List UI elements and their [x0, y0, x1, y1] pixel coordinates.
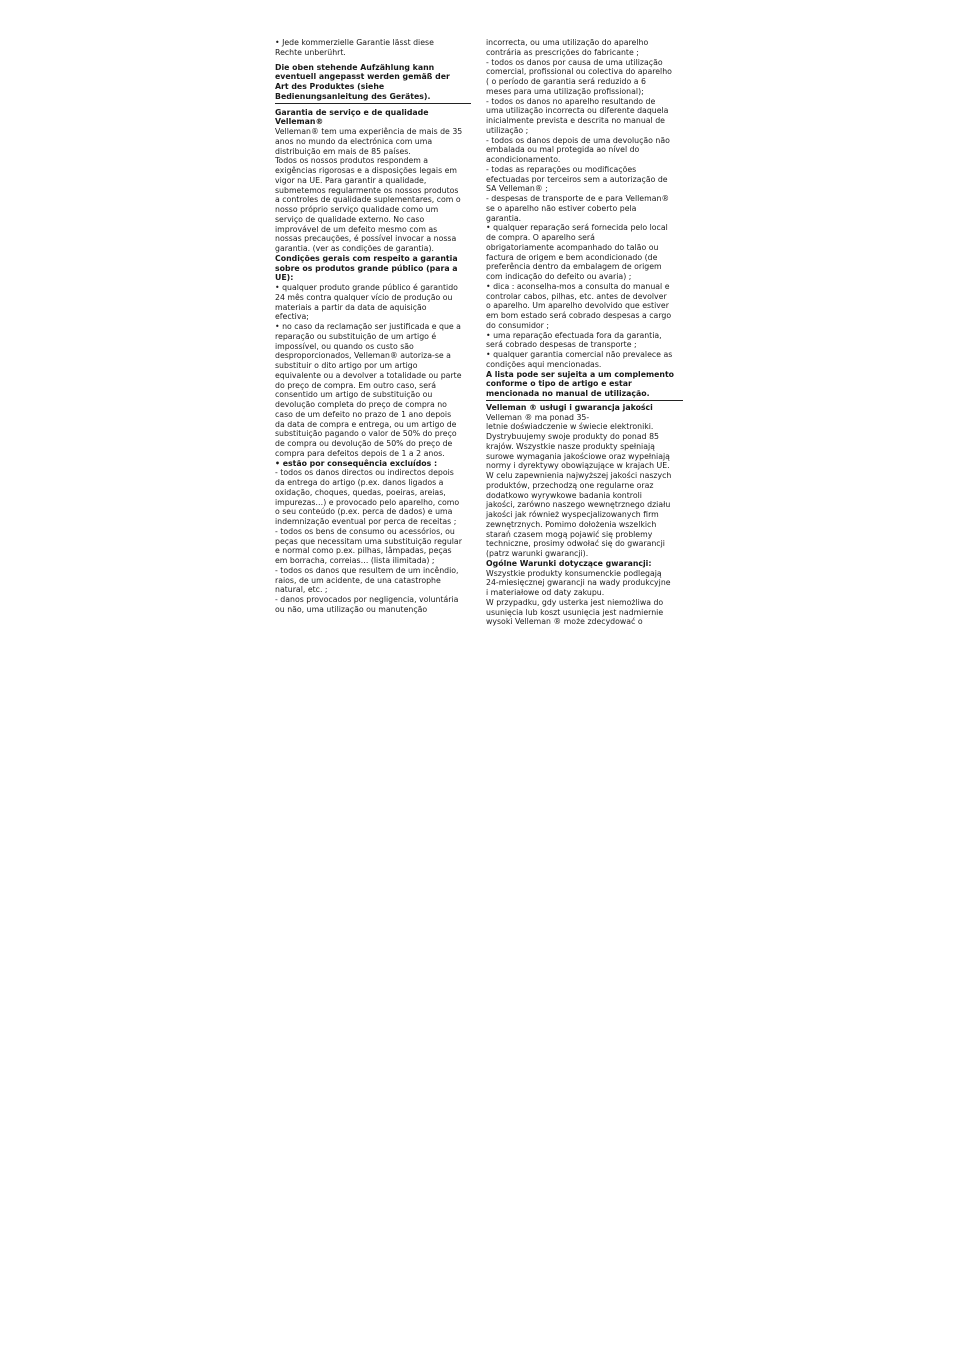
left-column: [275, 38, 471, 615]
de-warranty-bullet: • Jede kommerzielle Garantie lässt diese Rechte unberührt.: [275, 38, 434, 57]
pl-conditions-text: Wszystkie produkty konsumenckie podlegają 24-miesięcznej gwarancji na wady produkcyjne i materiałowe od daty zakupu. W przypadku, gdy usterka jest niemożliwa do usunięcia lub koszt usunięcia jest nadmiernie wysoki Velleman ® może zdecydować o: [486, 568, 671, 627]
pt-condition-item-2: • no caso da reclamação ser justificada e que a reparação ou substituição de um artigo é impossível, ou quando os custo são desproporcionados, Velleman® autoriza-se a substituir o dito artigo por um artigo equivalente ou a devolver a totalidade ou parte do preço de compra. Em outro caso, será consentido um artigo de substituição ou devolução completa do preço de compra no caso de um defeito no prazo de 1 ano depois da data de compra e entrega, ou um artigo de substituição pagando o valor de 50% do preço de compra ou devolução de 50% do preço de compra para defeitos depois de 1 a 2 anos.: [275, 322, 462, 458]
pl-conditions-heading: Ogólne Warunki dotyczące gwarancji:: [486, 558, 652, 568]
pl-intro-paragraph: Velleman ® ma ponad 35- letnie doświadczenie w świecie elektroniki. Dystrybuujemy swoje produkty do ponad 85 krajów. Wszystkie nasze produkty spełniają surowe wymagania jakościowe oraz wypełniają normy i dyrektywy obowiązujące w krajach UE. W celu zapewnienia najwyższej jakości naszych produktów, przechodzą one regularne oraz dodatkowo wyrywkowe badania kontroli jakości, zarówno naszego wewnętrznego działu jakości jak również wyspecjalizowanych firm zewnętrznych. Pomimo dołożenia wszelkich starań czasem mogą pojawić się problemy techniczne, prosimy odwołać się do gwarancji (patrz warunki gwarancji).: [486, 412, 672, 558]
pl-warranty-heading: Velleman ® usługi i gwarancja jakości: [486, 402, 653, 412]
pt-excluded-heading: • estão por consequência excluídos :: [275, 458, 438, 468]
pt-warranty-heading: Garantia de serviço e de qualidade Velleman®: [275, 107, 429, 127]
pt-excluded-list-continued: incorrecta, ou uma utilização do aparelho contrária as prescrições do fabricante ; - todos os danos por causa de uma utilização comercial, profissional ou colectiva do aparelho ( o período de garantia será reduzido a 6 meses para uma utilização profissional); - todos os danos no aparelho resultando de uma utilização incorrecta ou diferente daquela inicialmente prevista e descrita no manual de utilização ; - todos os danos depois de uma devolução não embalada ou mal protegida ao nível do acondicionamento. - todas as reparações ou modificações efectuadas por terceiros sem a autorização de SA Velleman® ; - despesas de transporte de e para Velleman® se o aparelho não estiver coberto pela garantia. • qualquer reparação será fornecida pelo local de compra. O aparelho será obrigatoriamente acompanhado do talão ou factura de origem e bem acondicionado (de preferência dentro da embalagem de origem com indicação do defeito ou avaria) ; • dica : aconselha-mos a consulta do manual e controlar cabos, pilhas, etc. antes de devolver o aparelho. Um aparelho devolvido que estiver em bom estado será cobrado despesas a cargo do consumidor ; • uma reparação efectuada fora da garantia, será cobrado despesas de transporte ; • qualquer garantia comercial não prevalece as condições aqui mencionadas.: [486, 38, 673, 369]
de-adjustment-note: Die oben stehende Aufzählung kann eventuell angepasst werden gemäß der Art des Produktes (siehe Bedienungsanleitung des Gerätes).: [275, 63, 471, 104]
pt-condition-item-1: • qualquer produto grande público é garantido 24 mês contra qualquer vício de produção ou materiais a partir da data de aquisição efectiva;: [275, 283, 458, 322]
right-column: [486, 38, 683, 627]
pt-excluded-list: - todos os danos directos ou indirectos depois da entrega do artigo (p.ex. danos ligados a oxidação, choques, quedas, poeiras, areias, impurezas…) e provocado pelo aparelho, como o seu conteúdo (p.ex. perca de dados) e uma indemnização eventual por perca de receitas ; - todos os bens de consumo ou acessórios, ou peças que necessitam uma substituição regular e normal como p.ex. pilhas, lâmpadas, peças em borracha, correias… (lista ilimitada) ; - todos os danos que resultem de um incêndio, raios, de um acidente, de una catastrophe natural, etc. ; - danos provocados por negligencia, voluntária ou não, uma utilização ou manutenção: [275, 468, 462, 614]
pt-conditions-heading: Condições gerais com respeito a garantia sobre os produtos grande público (para a UE):: [275, 253, 458, 283]
pt-intro-paragraph: Velleman® tem uma experiência de mais de 35 anos no mundo da electrónica com uma distribuição em mais de 85 países. Todos os nossos produtos respondem a exigências rigorosas e a disposições legais em vigor na UE. Para garantir a qualidade, submetemos regularmente os nossos produtos a controles de qualidade suplementares, com o nosso próprio serviço qualidade como um serviço de qualidade externo. No caso improvável de um defeito mesmo com as nossas precauções, é possível invocar a nossa garantia. (ver as condições de garantia).: [275, 127, 463, 253]
pt-list-note: A lista pode ser sujeita a um complemento conforme o tipo de artigo e estar mencionada no manual de utilização.: [486, 370, 683, 401]
